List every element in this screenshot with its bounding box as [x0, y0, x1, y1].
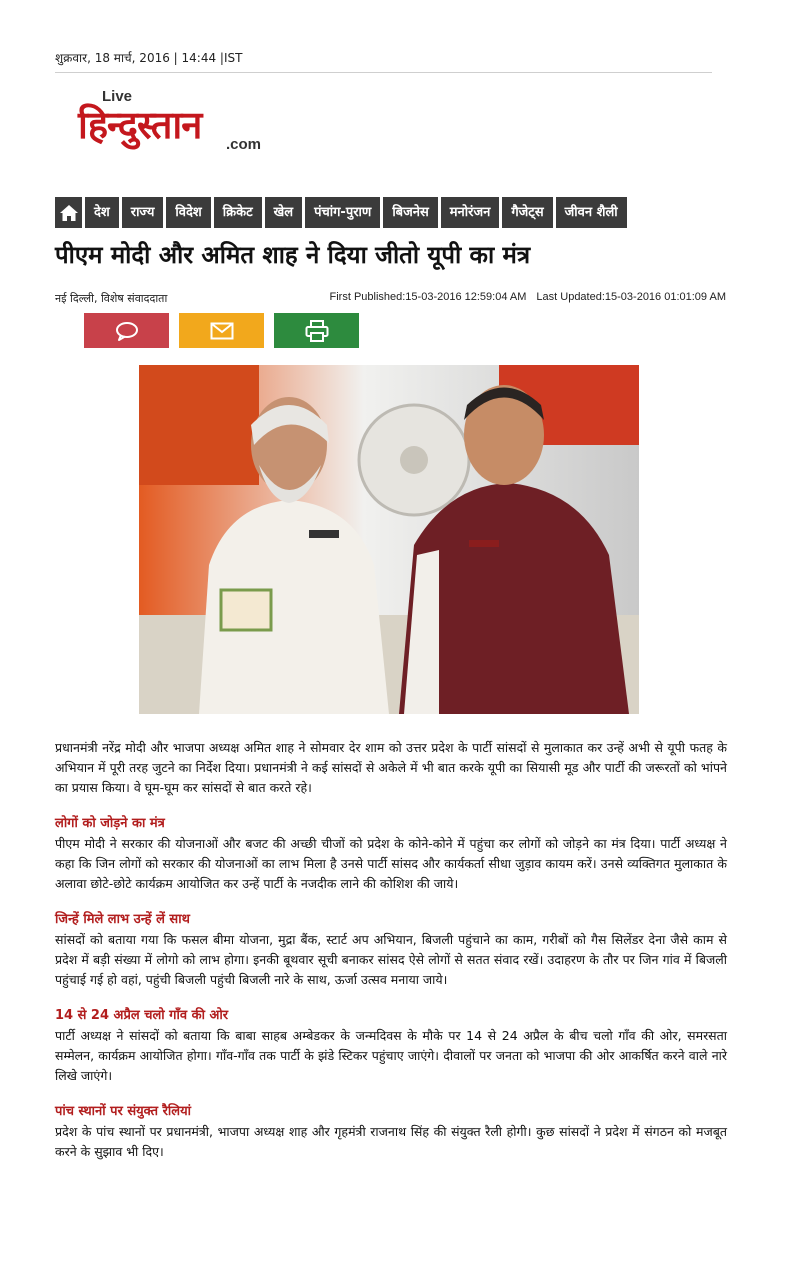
nav-item-panchang[interactable]: पंचांग-पुराण	[305, 197, 380, 228]
dateline: शुक्रवार, 18 मार्च, 2016 | 14:44 |IST	[55, 49, 712, 73]
section-heading: 14 से 24 अप्रैल चलो गाँव की ओर	[55, 1008, 229, 1023]
section-heading: लोगों को जोड़ने का मंत्र	[55, 816, 165, 831]
nav-item-desh[interactable]: देश	[85, 197, 119, 228]
article-section	[55, 1006, 727, 1086]
article-headline: पीएम मोदी और अमित शाह ने दिया जीतो यूपी का मंत्र	[55, 241, 531, 269]
article-section	[55, 814, 727, 894]
nav-item-videsh[interactable]: विदेश	[166, 197, 210, 228]
publish-dates	[330, 291, 727, 303]
article-section	[55, 1102, 727, 1162]
logo-live-text: Live	[102, 88, 133, 105]
comment-button[interactable]	[84, 313, 169, 348]
email-button[interactable]	[179, 313, 264, 348]
comment-icon	[115, 321, 139, 341]
article-photo	[139, 365, 639, 714]
share-actions	[84, 313, 359, 348]
site-logo[interactable]	[78, 88, 308, 158]
nav-item-manoranjan[interactable]: मनोरंजन	[441, 197, 500, 228]
section-text: सांसदों को बताया गया कि फसल बीमा योजना, मुद्रा बैंक, स्टार्ट अप अभियान, बिजली पहुंचाने का काम, गरीबों को गैस सिलेंडर देना जैसे काम से प्रदेश में बड़ी संख्या में लोगो को लाभ होगा। इनकी बूथवार सूची बनाकर सांसद ऐसे लोगों से सतत संवाद रखें। उदाहरण के तौर पर जिन गांव में बिजली पहुंचाई गई हो वहां, पहुंची बिजली पहुंची बिजली नारे के साथ, ऊर्जा उत्सव मनाया जाये।	[55, 932, 727, 987]
printer-icon	[305, 320, 329, 342]
nav-item-business[interactable]: बिजनेस	[383, 197, 437, 228]
print-button[interactable]	[274, 313, 359, 348]
section-heading: पांच स्थानों पर संयुक्त रैलियां	[55, 1104, 191, 1119]
byline: नई दिल्ली, विशेष संवाददाता	[55, 292, 168, 305]
nav-item-jeevan-shaili[interactable]: जीवन शैली	[556, 197, 627, 228]
article-intro: प्रधानमंत्री नरेंद्र मोदी और भाजपा अध्यक्ष अमित शाह ने सोमवार देर शाम को उत्तर प्रदेश के पार्टी सांसदों से मुलाकात कर उन्हें अभी से यूपी फतह के अभियान में पूरी तरह जुटने का निर्देश दिया। प्रधानमंत्री ने कई सांसदों से अकेले में भी बात करके यूपी का सियासी मूड और पार्टी की जरूरतों को भांपने का प्रयास किया। वे घूम-घूम कर सांसदों से बात करते रहे।	[55, 740, 727, 795]
article-body	[55, 738, 727, 1178]
logo-wordmark: हिन्दुस्तान	[78, 103, 202, 147]
last-updated: Last Updated:15-03-2016 01:01:09 AM	[536, 291, 726, 303]
section-text: पीएम मोदी ने सरकार की योजनाओं और बजट की अच्छी चीजों को प्रदेश के कोने-कोने में पहुंचा कर लोगों को जोड़ने का मंत्र दिया। पार्टी अध्यक्ष ने कहा कि जिन लोगों को सरकार की योजनाओं का लाभ मिला है उनसे पार्टी सांसद और कार्यकर्ता सीधा जुड़ाव कायम करें। उनसे व्यक्तिगत मुलाकात के अलावा छोटे-छोटे कार्यक्रम आयोजित कर उन्हें पार्टी के नजदीक लाने की कोशिश की जाये।	[55, 836, 727, 891]
section-text: प्रदेश के पांच स्थानों पर प्रधानमंत्री, भाजपा अध्यक्ष शाह और गृहमंत्री राजनाथ सिंह की संयुक्त रैली होगी। कुछ सांसदों ने प्रदेश में संगठन को मजबूत करने के सुझाव भी दिए।	[55, 1124, 727, 1159]
nav-item-cricket[interactable]: क्रिकेट	[214, 197, 262, 228]
first-published: First Published:15-03-2016 12:59:04 AM	[329, 291, 527, 303]
nav-home[interactable]	[55, 197, 82, 228]
nav-item-khel[interactable]: खेल	[265, 197, 302, 228]
logo-suffix: .com	[226, 136, 262, 153]
section-text: पार्टी अध्यक्ष ने सांसदों को बताया कि बाबा साहब अम्बेडकर के जन्मदिवस के मौके पर 14 से 24 अप्रैल के बीच चलो गाँव की ओर, समरसता सम्मेलन, कार्यक्रम आयोजित होगा। गाँव-गाँव तक पार्टी के झंडे स्टिकर पहुंचाए जाएंगे। दीवालों पर जनता को भाजपा की ओर आकर्षित करने वाले नारे लिखे जाएंगे।	[55, 1028, 727, 1083]
home-icon	[59, 204, 79, 222]
main-nav	[55, 197, 627, 228]
nav-item-gadgets[interactable]: गैजेट्स	[502, 197, 552, 228]
article-section	[55, 910, 727, 990]
nav-item-rajya[interactable]: राज्य	[122, 197, 164, 228]
mail-icon	[210, 322, 234, 340]
section-heading: जिन्हें मिले लाभ उन्हें लें साथ	[55, 912, 190, 927]
